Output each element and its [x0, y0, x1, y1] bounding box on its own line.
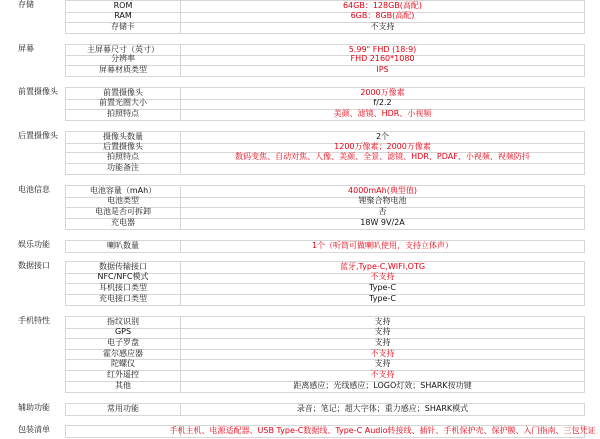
- spec-group: [0, 316, 600, 392]
- spec-item-label: 主屏幕尺寸（英寸）: [65, 44, 180, 57]
- spec-value-cell: [180, 218, 585, 230]
- spec-value: 支持: [374, 316, 391, 326]
- spec-value-cell: [180, 22, 585, 34]
- row-margin: [585, 163, 600, 175]
- spec-value-cell: [180, 403, 585, 416]
- spec-value-cell: [180, 240, 585, 253]
- spec-item-label: 指纹识别: [65, 316, 180, 329]
- spec-value: 18W 9V/2A: [360, 217, 405, 227]
- table-row: [0, 98, 600, 109]
- category-label: [0, 109, 65, 121]
- spec-group: [0, 44, 600, 77]
- category-label: 屏幕: [18, 43, 34, 53]
- table-row: [0, 294, 600, 305]
- category-label: 存储: [18, 0, 34, 9]
- spec-item-label: 拍照特点: [65, 152, 180, 164]
- category-label: [0, 163, 65, 175]
- spec-group: [0, 261, 600, 305]
- table-row: [0, 44, 600, 55]
- spec-group: [0, 0, 600, 33]
- spec-value: 数码变焦、自动对焦、人像、美颜、全景、滤镜、HDR、PDAF、小视频、视频防抖: [235, 152, 530, 162]
- spec-item-label: NFC/NFC模式: [65, 272, 180, 284]
- spec-item-label: 喇叭数量: [65, 240, 180, 253]
- spec-value: 手机主机、电源适配器、USB Type-C数据线、Type-C Audio转接线、插针、手机保护壳、保护膜、入门指南、三包凭证: [169, 425, 596, 435]
- spec-item-label: 电子罗盘: [65, 338, 180, 350]
- category-label: [0, 218, 65, 230]
- spec-group: [0, 240, 600, 251]
- group-spacer: [0, 120, 600, 131]
- category-label: [0, 381, 65, 393]
- spec-value: Type-C: [369, 283, 396, 293]
- table-row: [0, 349, 600, 360]
- table-row: [0, 163, 600, 174]
- spec-item-label: 充电接口类型: [65, 294, 180, 306]
- spec-value: 支持: [374, 359, 391, 369]
- spec-value: 否: [378, 206, 387, 216]
- spec-item-label: GPS: [65, 327, 180, 339]
- spec-item-label: 电池容量（mAh）: [65, 185, 180, 198]
- spec-value-cell: [169, 425, 596, 438]
- row-margin: [585, 381, 600, 393]
- table-row: [0, 272, 600, 283]
- group-spacer: [0, 392, 600, 403]
- spec-value-cell: [180, 163, 585, 175]
- table-row: [0, 185, 600, 196]
- category-label: 前置摄像头: [18, 87, 58, 97]
- table-row: [0, 338, 600, 349]
- spec-item-label: 摄像头数量: [65, 131, 180, 144]
- spec-item-label: ROM: [65, 0, 180, 13]
- row-margin: [585, 22, 600, 34]
- spec-value: IPS: [376, 65, 389, 75]
- table-row: [0, 22, 600, 33]
- table-row: [0, 425, 600, 436]
- spec-value-cell: [180, 109, 585, 121]
- spec-item-label: 拍照特点: [65, 109, 180, 121]
- spec-item-label: 电池类型: [65, 196, 180, 208]
- spec-item-label: 前置摄像头: [65, 87, 180, 100]
- spec-value: 5.99" FHD (18:9): [348, 44, 417, 54]
- category-label: 后置摄像头: [18, 130, 58, 140]
- group-spacer: [0, 76, 600, 87]
- row-margin: [585, 240, 600, 253]
- group-spacer: [0, 33, 600, 44]
- table-row: [0, 87, 600, 98]
- spec-value: 支持: [374, 337, 391, 347]
- table-row: [0, 327, 600, 338]
- spec-group: [0, 87, 600, 120]
- spec-value: f/2.2: [373, 98, 392, 108]
- category-label: 包装清单: [18, 424, 50, 434]
- spec-value: 1个（听筒可做喇叭使用，支持立体声）: [311, 240, 454, 250]
- spec-value: 不支持: [370, 272, 395, 282]
- row-margin: [585, 403, 600, 416]
- category-label: [0, 294, 65, 306]
- spec-item-label: 分辨率: [65, 54, 180, 66]
- spec-value: 1200万像素；2000万像素: [334, 141, 431, 151]
- spec-value: 美颜、滤镜、HDR、小视频: [333, 108, 432, 118]
- spec-value: FHD 2160*1080: [350, 54, 415, 64]
- category-label: 电池信息: [18, 185, 50, 195]
- spec-value: Type-C: [369, 294, 396, 304]
- spec-value: 64GB：128GB(高配): [342, 1, 423, 10]
- table-row: [0, 131, 600, 142]
- row-margin: [585, 109, 600, 121]
- spec-item-label: 常用功能: [65, 403, 180, 416]
- spec-item-label: 其他: [65, 381, 180, 393]
- spec-value: 不支持: [370, 370, 395, 380]
- spec-item-label: 数据传输接口: [65, 261, 180, 274]
- spec-value: 2000万像素: [360, 88, 405, 98]
- spec-value: 录音；笔记；超大字体；重力感应；SHARK模式: [296, 403, 469, 413]
- spec-value-cell: [180, 65, 585, 77]
- category-label: 手机特性: [18, 315, 50, 325]
- table-row: [0, 65, 600, 76]
- spec-item-label: 功能备注: [65, 163, 180, 175]
- spec-group: [0, 403, 600, 414]
- spec-group: [0, 185, 600, 229]
- spec-group: [0, 425, 600, 436]
- spec-item-label: 红外遥控: [65, 370, 180, 382]
- spec-value: 距离感应；光线感应；LOGO灯效；SHARK按功键: [293, 381, 472, 391]
- spec-value: 锂聚合物电池: [358, 196, 407, 206]
- spec-value: 不支持: [370, 21, 395, 31]
- spec-item-label: 充电器: [65, 218, 180, 230]
- spec-item-label: 后置摄像头: [65, 142, 180, 154]
- table-row: [0, 0, 600, 11]
- group-spacer: [0, 174, 600, 185]
- spec-value: 不支持: [370, 348, 395, 358]
- table-row: [0, 381, 600, 392]
- spec-group: [0, 131, 600, 175]
- table-row: [0, 283, 600, 294]
- spec-item-label: 屏幕材质类型: [65, 65, 180, 77]
- table-row: [0, 218, 600, 229]
- spec-item-label: 前置光圈大小: [65, 98, 180, 110]
- table-row: [0, 261, 600, 272]
- spec-value: 蓝牙,Type-C,WIFI,OTG: [339, 262, 426, 272]
- table-row: [0, 403, 600, 414]
- spec-item-label: 陀螺仪: [65, 359, 180, 371]
- spec-item-label: 耳机接口类型: [65, 283, 180, 295]
- group-spacer: [0, 305, 600, 316]
- table-row: [0, 316, 600, 327]
- group-spacer: [0, 229, 600, 240]
- table-row: [0, 359, 600, 370]
- spec-item-label: 霍尔感应器: [65, 349, 180, 361]
- table-row: [0, 240, 600, 251]
- spec-value-cell: [180, 381, 585, 393]
- spec-item-label: 电池是否可拆卸: [65, 207, 180, 219]
- spec-item-label: [65, 425, 180, 438]
- spec-value-cell: [180, 294, 585, 306]
- spec-value: 2个: [375, 131, 390, 141]
- spec-value: 支持: [374, 326, 391, 336]
- spec-item-label: RAM: [65, 11, 180, 23]
- category-label: [0, 65, 65, 77]
- spec-item-label: 存储卡: [65, 22, 180, 34]
- spec-value: 6GB：8GB(高配): [350, 10, 415, 20]
- table-row: [0, 152, 600, 163]
- table-row: [0, 207, 600, 218]
- table-row: [0, 370, 600, 381]
- category-label: 辅助功能: [18, 402, 50, 412]
- table-row: [0, 109, 600, 120]
- row-margin: [585, 218, 600, 230]
- table-row: [0, 196, 600, 207]
- table-row: [0, 11, 600, 22]
- table-row: [0, 54, 600, 65]
- row-margin: [585, 294, 600, 306]
- row-margin: [585, 425, 600, 438]
- table-row: [0, 142, 600, 153]
- category-label: [0, 22, 65, 34]
- spec-value: 4000mAh(典型值): [348, 186, 417, 196]
- row-margin: [585, 65, 600, 77]
- category-label: 数据接口: [18, 261, 50, 271]
- category-label: 娱乐功能: [18, 239, 50, 249]
